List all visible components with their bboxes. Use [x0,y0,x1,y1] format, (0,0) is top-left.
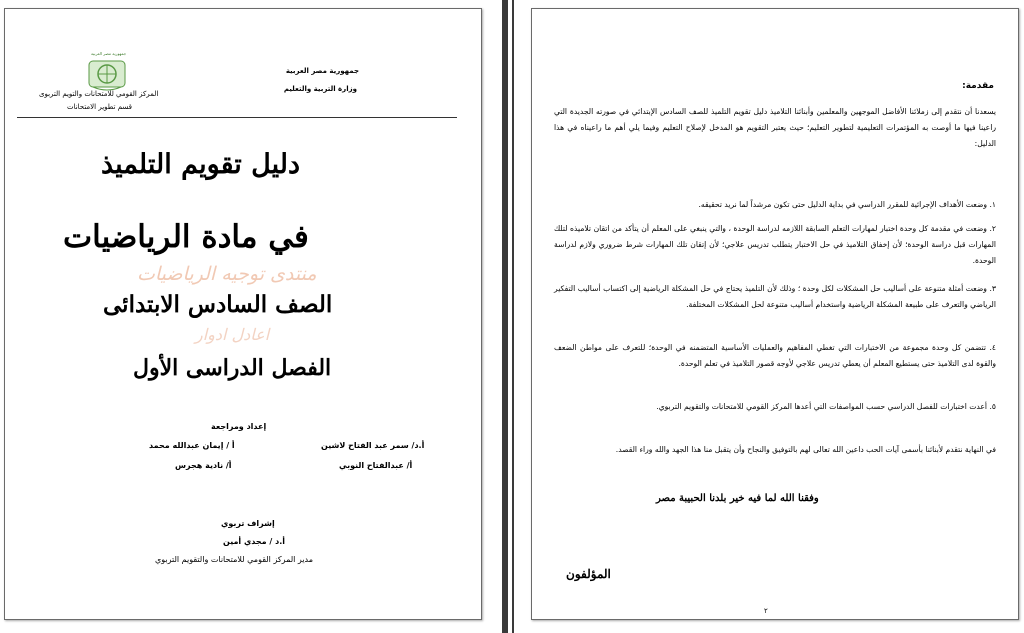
page-number: ٢ [764,607,768,615]
intro-page [531,8,1019,620]
cover-term: الفصل الدراسى الأول [133,355,332,381]
ncee-logo [83,51,131,93]
cover-title-line2: في مادة الرياضيات [63,219,309,255]
item-number: ٥. [989,402,996,411]
item-text: تتضمن كل وحدة مجموعة من الاختبارات التي تغطي المفاهيم والعمليات الأساسية المتضمنه في الوحدة؛ للتعرف على مواطن الضعف والقوة لدى التلاميذ حتى يستطيع المعلم أن يعطي تدريس علاجي لأوجه قصور التلاميذ في تعلم الوحدة. [554,343,996,368]
author-abdelfattah: أ/ عبدالفتاح النوبي [339,461,413,470]
item-text: أعدت اختبارات للفصل الدراسي حسب المواصفات التي أعدها المركز القومي للامتحانات والتقويم التربوي. [656,402,988,411]
intro-item-3 [554,281,996,313]
page-gap-line [512,0,514,633]
closing-paragraph: في النهاية نتقدم لأبنائنا بأسمى آيات الحب داعين الله تعالى لهم بالتوفيق والنجاح وأن يتقبل منا هذا الجهد والله وراء القصد. [615,445,996,454]
cover-grade: الصف السادس الابتدائى [103,291,333,318]
intro-heading: مقدمة: [962,81,994,91]
logo-caption: جمهورية مصر العربية [91,51,127,56]
watermark-forum: منتدى توجيه الرياضيات [137,263,317,285]
header-center: المركز القومي للامتحانات والتويم التربوى [39,90,159,98]
author-samar: أ.د/ سمر عبد الفتاح لاشين [321,441,425,450]
intro-opening: يسعدنا أن نتقدم إلى زملائنا الأفاضل الموجهين والمعلمين وأبنائنا التلاميذ دليل تقويم التلميذ للصف السادس الإبتدائي في صورته الجديدة التي راعينا فيها ما أوصت به المؤتمرات التعليمية لتطوير التعليم؛ حيث يعتبر التقويم هو المدخل لإصلاح التعليم وفيما يلي أهم ما راعيناه في هذا الدليل: [554,107,996,148]
supervisor-name: أ.د / مجدي أمين [223,537,285,546]
cover-title-line1: دليل تقويم التلميذ [101,149,300,180]
intro-item-2 [554,221,996,269]
cover-page [4,8,482,620]
item-number: ٣. [989,284,996,293]
prepared-label: إعداد ومراجعة [211,422,267,431]
header-rule [17,117,457,118]
intro-item-4 [554,340,996,372]
item-text: وضعت أمثلة متنوعة على أساليب حل المشكلات لكل وحدة ؛ وذلك لأن التلميذ يحتاج في حل المشكلة الرياضية إلى اكتساب أساليب التفكير الرياضي والتعرف على طبيعة المشكلة الرياضية واستخدام أساليب متنوعة لحل المشكلات المختلفة. [554,284,996,309]
authors-signature: المؤلفون [566,567,611,581]
item-text: وضعت الأهداف الإجرائية للمقرر الدراسي في بداية الدليل حتى تكون مرشداً لما نريد تحقيقه. [698,200,988,209]
page-gap [502,0,508,633]
item-number: ٢. [989,224,996,233]
watermark-author: اعادل ادوار [195,325,270,344]
intro-item-5 [554,399,996,415]
header-department: قسم تطوير الامتحانات [67,103,132,111]
item-number: ٤. [989,343,996,352]
supervisor-title: مدير المركز القومي للامتحانات والتقويم التربوي [155,555,314,564]
supervision-label: إشراف تربوي [221,519,275,528]
closing-prayer: وفقنا الله لما فيه خير بلدنا الحبيبة مصر [656,493,819,504]
author-nadia: أ/ نادية هجرس [175,461,232,470]
intro-item-1 [554,197,996,213]
header-ministry: وزارة التربية والتعليم [283,85,357,93]
header-country: جمهورية مصر العربية [285,67,359,75]
item-text: وضعت في مقدمة كل وحدة اختبار لمهارات التعلم السابقة اللازمه لدراسة الوحدة ، والتي ينبغي على المعلم أن يتأكد من اتقان تلاميذه لتلك المهارات قبل دراسة الوحدة؛ لأن إخفاق التلاميذ في حل الاختبار يتطلب تدريس علاجي؛ لأن إتقان تلك المهارات شرط ضروري ولازم لدراسة الوحدة. [554,224,996,265]
author-eman: أ / إيمان عبدالله محمد [149,441,235,450]
item-number: ١. [989,200,996,209]
